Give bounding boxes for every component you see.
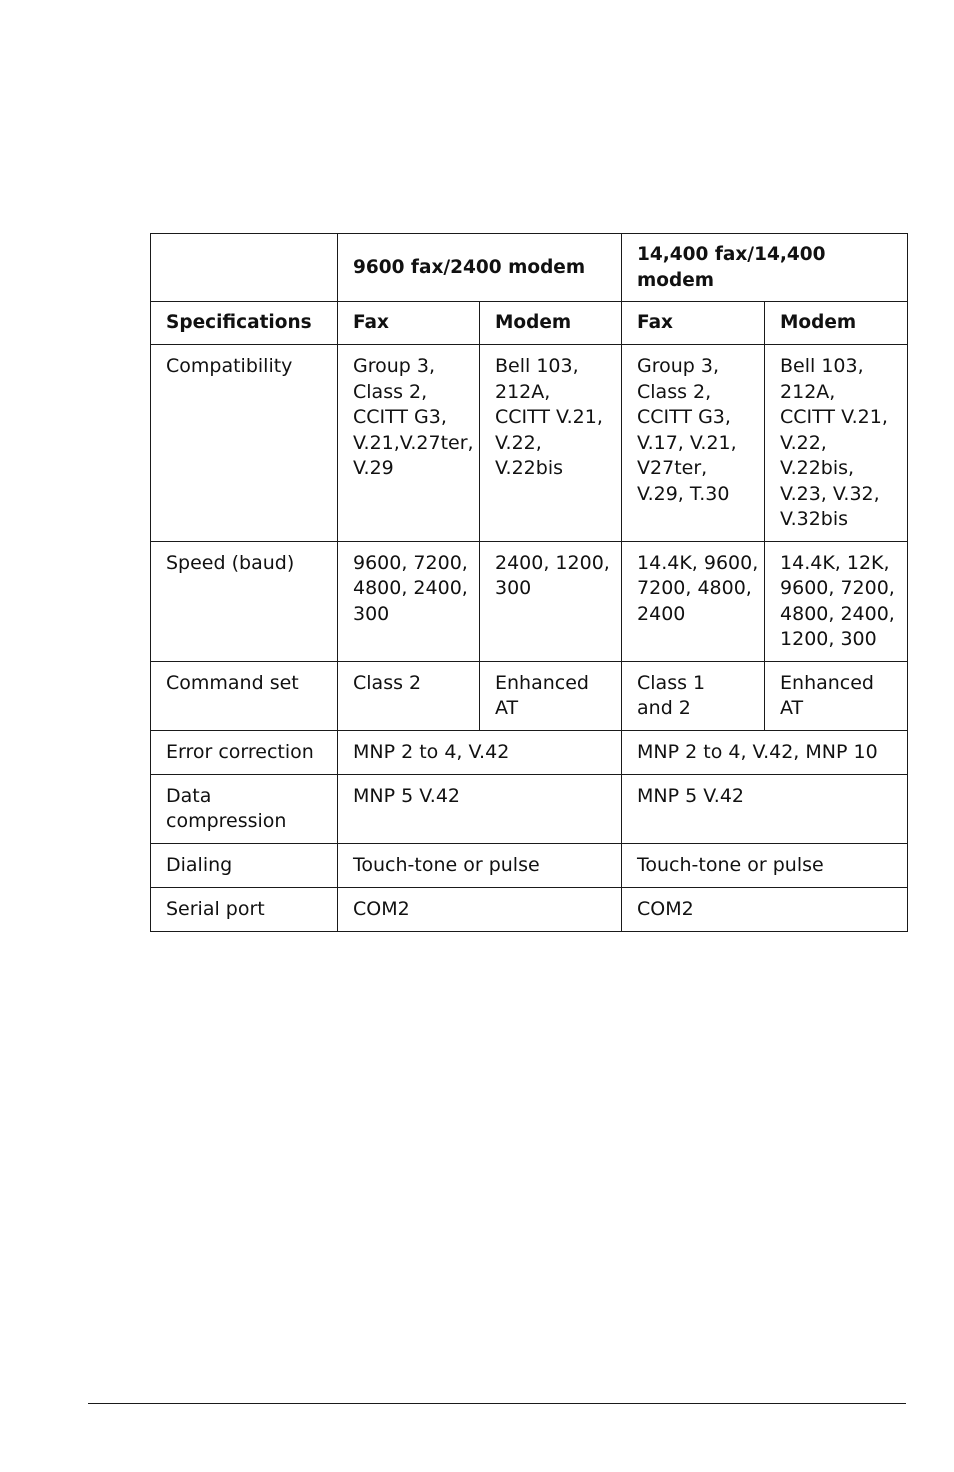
cell-compatibility-b-fax: Group 3, Class 2, CCITT G3, V.17, V.21, V27ter, V.29, T.30 bbox=[622, 345, 765, 542]
header-b-fax: Fax bbox=[622, 302, 765, 345]
cell-data-compression-a: MNP 5 V.42 bbox=[338, 774, 622, 843]
cell-compatibility-a-fax: Group 3, Class 2, CCITT G3, V.21,V.27ter, V.29 bbox=[338, 345, 480, 542]
row-compatibility bbox=[151, 345, 908, 542]
header-blank-cell bbox=[151, 234, 338, 302]
cell-speed-a-fax: 9600, 7200, 4800, 2400, 300 bbox=[338, 541, 480, 661]
cell-speed-a-modem: 2400, 1200, 300 bbox=[480, 541, 622, 661]
header-a-fax: Fax bbox=[338, 302, 480, 345]
row-label-error-correction: Error correction bbox=[151, 730, 338, 774]
row-label-serial-port: Serial port bbox=[151, 887, 338, 931]
cell-error-correction-a: MNP 2 to 4, V.42 bbox=[338, 730, 622, 774]
header-a-modem: Modem bbox=[480, 302, 622, 345]
specifications-table bbox=[150, 233, 908, 932]
cell-command-set-b-fax: Class 1 and 2 bbox=[622, 661, 765, 730]
row-label-compatibility: Compatibility bbox=[151, 345, 338, 542]
cell-serial-port-b: COM2 bbox=[622, 887, 908, 931]
cell-compatibility-a-modem: Bell 103, 212A, CCITT V.21, V.22, V.22bis bbox=[480, 345, 622, 542]
cell-data-compression-b: MNP 5 V.42 bbox=[622, 774, 908, 843]
row-label-speed: Speed (baud) bbox=[151, 541, 338, 661]
cell-command-set-b-modem: Enhanced AT bbox=[765, 661, 908, 730]
cell-speed-b-fax: 14.4K, 9600, 7200, 4800, 2400 bbox=[622, 541, 765, 661]
cell-command-set-a-modem: Enhanced AT bbox=[480, 661, 622, 730]
cell-dialing-b: Touch-tone or pulse bbox=[622, 843, 908, 887]
footer-rule bbox=[88, 1403, 906, 1404]
cell-command-set-a-fax: Class 2 bbox=[338, 661, 480, 730]
row-serial-port bbox=[151, 887, 908, 931]
cell-compatibility-b-modem: Bell 103, 212A, CCITT V.21, V.22, V.22bis, V.23, V.32, V.32bis bbox=[765, 345, 908, 542]
header-9600-fax-2400-modem: 9600 fax/2400 modem bbox=[338, 234, 622, 302]
cell-error-correction-b: MNP 2 to 4, V.42, MNP 10 bbox=[622, 730, 908, 774]
header-b-modem: Modem bbox=[765, 302, 908, 345]
row-dialing bbox=[151, 843, 908, 887]
cell-serial-port-a: COM2 bbox=[338, 887, 622, 931]
header-14400-fax-14400-modem: 14,400 fax/14,400 modem bbox=[622, 234, 908, 302]
row-command-set bbox=[151, 661, 908, 730]
header-specifications: Specifications bbox=[151, 302, 338, 345]
row-label-dialing: Dialing bbox=[151, 843, 338, 887]
row-label-data-compression: Data compression bbox=[151, 774, 338, 843]
row-error-correction bbox=[151, 730, 908, 774]
row-label-command-set: Command set bbox=[151, 661, 338, 730]
group-header-row bbox=[151, 234, 908, 302]
row-speed bbox=[151, 541, 908, 661]
cell-dialing-a: Touch-tone or pulse bbox=[338, 843, 622, 887]
sub-header-row bbox=[151, 302, 908, 345]
cell-speed-b-modem: 14.4K, 12K, 9600, 7200, 4800, 2400, 1200, 300 bbox=[765, 541, 908, 661]
row-data-compression bbox=[151, 774, 908, 843]
